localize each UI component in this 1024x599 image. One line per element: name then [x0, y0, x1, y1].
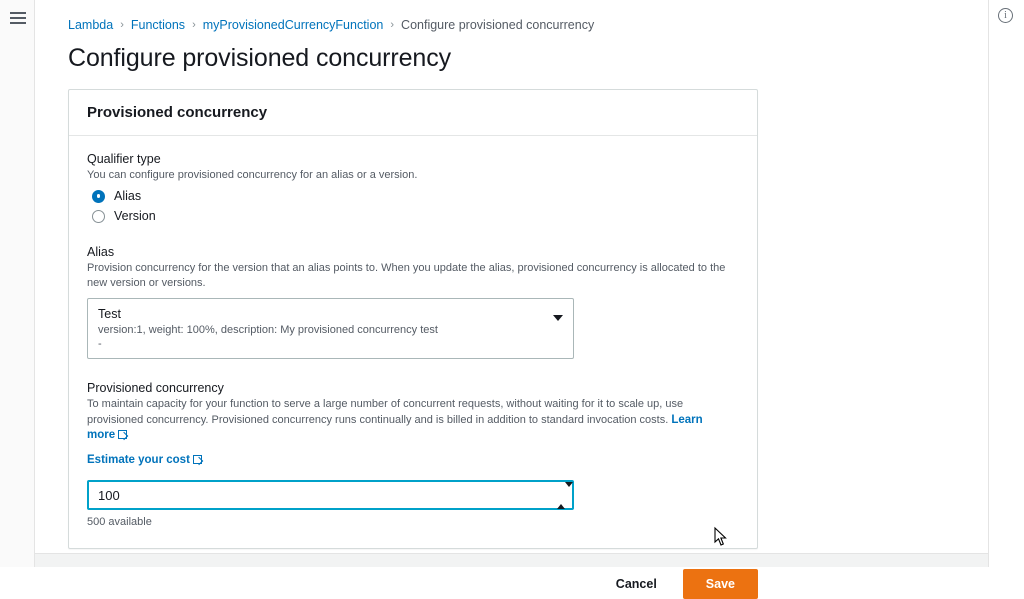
cancel-button[interactable]: Cancel [602, 570, 671, 598]
provisioned-concurrency-section [87, 381, 739, 528]
provisioned-concurrency-panel [68, 89, 758, 549]
hamburger-icon[interactable] [10, 12, 26, 24]
qualifier-type-description: You can configure provisioned concurrency for an alias or a version. [87, 169, 418, 181]
qualifier-type-label: Qualifier type [87, 152, 161, 166]
right-rail [988, 0, 1024, 567]
alias-select[interactable] [87, 298, 574, 360]
radio-alias-icon[interactable] [92, 190, 105, 203]
provisioned-concurrency-description [87, 397, 727, 444]
left-rail [0, 0, 35, 567]
save-button[interactable]: Save [683, 569, 758, 599]
breadcrumb-item-current: Configure provisioned concurrency [401, 18, 595, 32]
breadcrumb-item-function[interactable]: myProvisionedCurrencyFunction [202, 18, 384, 32]
main-content [35, 0, 988, 592]
available-hint: 500 available [87, 516, 152, 529]
qualifier-type-section [87, 152, 739, 223]
radio-alias-label: Alias [114, 189, 142, 204]
radio-version-icon[interactable] [92, 210, 105, 223]
learn-more-link[interactable]: Learn more [87, 413, 703, 442]
footer-strip [35, 553, 988, 567]
alias-select-detail-secondary: - [98, 338, 102, 351]
breadcrumb [68, 16, 988, 34]
panel-body [69, 136, 757, 548]
info-icon[interactable]: i [998, 8, 1013, 23]
provisioned-concurrency-label: Provisioned concurrency [87, 381, 224, 396]
form-actions [68, 569, 758, 599]
panel-header: Provisioned concurrency [69, 90, 757, 136]
external-link-icon [118, 430, 127, 439]
chevron-down-icon[interactable] [553, 315, 563, 321]
estimate-your-cost-link[interactable]: Estimate your cost [87, 454, 190, 467]
breadcrumb-item-lambda[interactable]: Lambda [68, 18, 114, 32]
external-link-icon [193, 455, 202, 464]
alias-description: Provision concurrency for the version that an alias points to. When you update the alias, provisioned concurrency is allocated to the new version or versions. [87, 262, 726, 290]
breadcrumb-item-functions[interactable]: Functions [130, 18, 186, 32]
alias-select-value: Test [98, 306, 121, 321]
page-title: Configure provisioned concurrency [68, 44, 452, 72]
provisioned-concurrency-input-wrap [87, 480, 574, 510]
breadcrumb-separator: › [120, 19, 124, 31]
radio-option-alias[interactable] [92, 189, 739, 203]
stepper-up-icon[interactable] [557, 487, 565, 509]
radio-version-label: Version [114, 209, 156, 224]
alias-label: Alias [87, 245, 115, 260]
radio-option-version[interactable] [92, 209, 739, 223]
breadcrumb-separator: › [192, 19, 196, 31]
provisioned-concurrency-input[interactable] [87, 480, 574, 510]
alias-section [87, 245, 739, 359]
quantity-stepper[interactable] [557, 487, 566, 503]
breadcrumb-separator: › [390, 19, 395, 31]
alias-select-detail: version:1, weight: 100%, description: My provisioned concurrency test [98, 323, 438, 336]
provisioned-concurrency-description-text: To maintain capacity for your function to serve a large number of concurrent requests, without waiting for it to scale up, use provisioned concurrency. Provisioned concurrency runs continually and is billed in addition to standard invocation costs. [87, 398, 684, 426]
stepper-down-icon[interactable] [565, 482, 573, 504]
estimate-cost-row [87, 450, 739, 468]
